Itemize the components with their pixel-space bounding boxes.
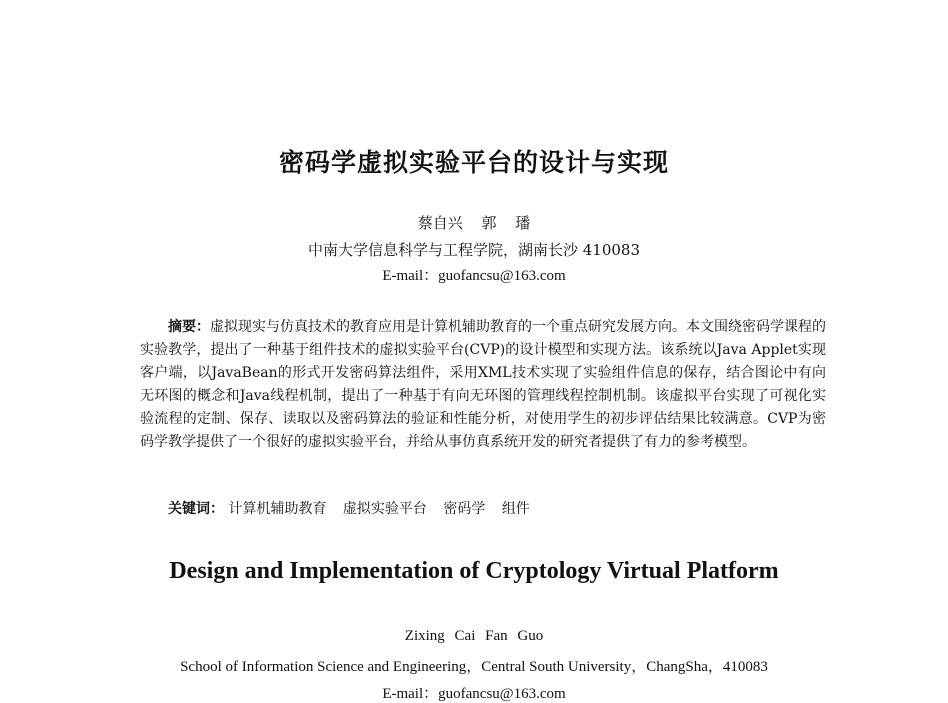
english-authors: Zixing Cai Fan Guo <box>404 628 544 644</box>
keyword-item: 组件 <box>501 501 530 517</box>
keyword-item: 密码学 <box>443 501 486 517</box>
chinese-title: 密码学虚拟实验平台的设计与实现 <box>278 148 669 177</box>
chinese-authors: 蔡自兴 郭 璠 <box>417 214 531 232</box>
chinese-email: E-mail：guofancsu@163.com <box>382 268 566 284</box>
english-email: E-mail：guofancsu@163.com <box>382 686 566 702</box>
chinese-keywords <box>168 498 542 518</box>
abstract-text: 虚拟现实与仿真技术的教育应用是计算机辅助教育的一个重点研究发展方向。本文围绕密码学课程的实验教学，提出了一种基于组件技术的虚拟实验平台(CVP)的设计模型和实现方法。该系统以Java Applet实现客户端，以JavaBean的形式开发密码算法组件，采用XML技术实现了实验组件信息的保存，结合图论中有向无环图的概念和Java线程机制，提出了一种基于有向无环图的管理线程控制机制。该虚拟平台实现了可视化实验流程的定制、保存、读取以及密码算法的验证和性能分析，对使用学生的初步评估结果比较满意。CVP为密码学教学提供了一个很好的虚拟实验平台，并给从事仿真系统开发的研究者提供了有力的参考模型。 <box>140 319 826 450</box>
keyword-item: 计算机辅助教育 <box>228 501 327 517</box>
english-title: Design and Implementation of Cryptology Virtual Platform <box>169 558 779 584</box>
abstract-label: 摘要： <box>168 319 210 335</box>
english-affiliation: School of Information Science and Engineering，Central South University，ChangSha，410083 <box>180 659 768 675</box>
chinese-abstract <box>140 316 826 454</box>
chinese-affiliation: 中南大学信息科学与工程学院，湖南长沙 410083 <box>307 241 641 259</box>
keywords-label: 关键词： <box>168 501 224 517</box>
keyword-item: 虚拟实验平台 <box>342 501 427 517</box>
